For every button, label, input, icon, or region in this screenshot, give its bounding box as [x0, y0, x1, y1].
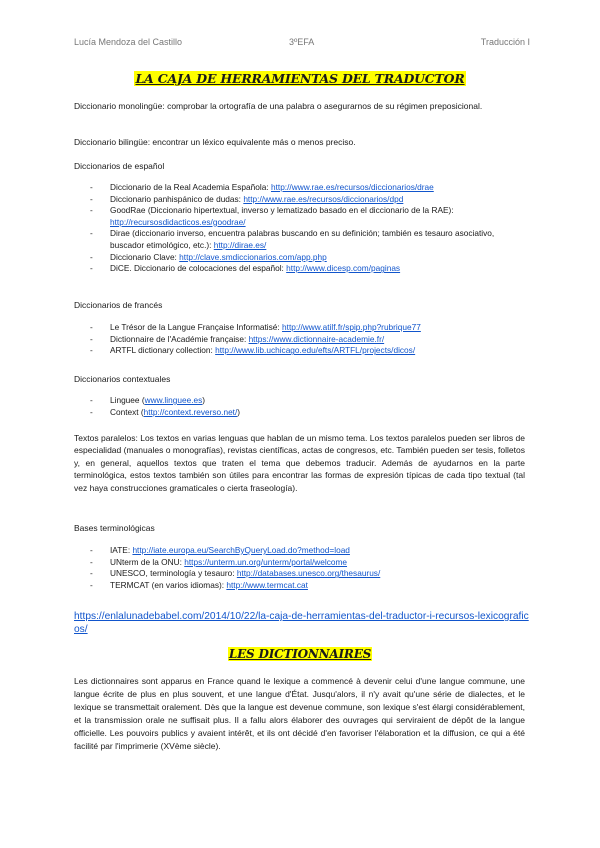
list-item: [74, 182, 529, 194]
list-item: [74, 395, 529, 407]
header-course: 3ºEFA: [289, 37, 315, 47]
list-item: [74, 568, 529, 580]
list-espanol: [74, 182, 529, 275]
list-bases: [74, 545, 529, 591]
header-author: Lucía Mendoza del Castillo: [74, 37, 183, 47]
list-item-suffix: ): [237, 406, 241, 417]
list-item-link[interactable]: http://recursosdidacticos.es/goodrae/: [110, 216, 246, 227]
list-item-text: Linguee (: [110, 395, 145, 405]
source-link[interactable]: https://enlalunadebabel.com/2014/10/22/la-caja-de-herramientas-del-traductor-i-recursos-lexicograficos/: [74, 611, 529, 635]
paragraph-dictionnaires: Les dictionnaires sont apparus en France quand le lexique a commencé à devenir celui d'une langue commune, une langue écrite de plus en plus souvent, et une langue d'État. Jusqu'alors, il n'y avait qu'une série de dialectes, et le lexique se transmettait oralement. Dès que la langue est devenue commune, son lexique s'est élargi considérablement, et la transmission orale ne suffisait plus. Il a fallu alors élaborer des ouvrages qui serviraient de dépôt de la langue officielle. Les pouvoirs publics y avaient intérêt, et ils ont décidé d'en favoriser l'élaboration et la diffusion, ce qui a été facilité par l'imprimerie (XVème siècle).: [74, 676, 525, 751]
list-contextuales: [74, 395, 529, 418]
list-item-link[interactable]: http://www.atilf.fr/spip.php?rubrique77: [282, 322, 421, 332]
list-item-link[interactable]: http://dirae.es/: [213, 239, 267, 250]
list-item-link[interactable]: https://www.dictionnaire-academie.fr/: [248, 333, 385, 344]
list-item-text: DiCE. Diccionario de colocaciones del español:: [110, 263, 287, 274]
list-item-link[interactable]: http://www.rae.es/recursos/diccionarios/drae: [270, 182, 434, 192]
main-title: LA CAJA DE HERRAMIENTAS DEL TRADUCTOR: [135, 71, 465, 86]
list-item-text: Diccionario panhispánico de dudas:: [110, 193, 244, 204]
list-item-link[interactable]: https://unterm.un.org/unterm/portal/welcome: [184, 556, 348, 567]
paragraph-bilingue: Diccionario bilingüe: encontrar un léxico equivalente más o menos preciso.: [74, 137, 356, 147]
list-item-link[interactable]: http://databases.unesco.org/thesaurus/: [236, 568, 381, 579]
header-subject: Traducción I: [480, 37, 530, 47]
list-frances: [74, 322, 529, 357]
list-item-text: UNESCO, terminología y tesauro:: [110, 568, 237, 579]
list-item-text: Diccionario Clave:: [110, 251, 180, 262]
list-item: [74, 345, 529, 357]
list-item-link[interactable]: http://clave.smdiccionarios.com/app.php: [179, 251, 327, 262]
list-item: [74, 194, 529, 206]
list-item: [74, 557, 529, 569]
list-item: [74, 228, 529, 251]
list-item-link[interactable]: http://www.lib.uchicago.edu/efts/ARTFL/projects/dicos/: [215, 345, 416, 356]
list-item-link[interactable]: http://www.termcat.cat: [226, 579, 308, 590]
list-item-text: Diccionario de la Real Academia Española:: [110, 182, 271, 192]
paragraph-textos-paralelos: Textos paralelos: Los textos en varias lenguas que hablan de un mismo tema. Los textos paralelos pueden ser libros de especialidad (manuales o monografías), revistas científicas, actas de congresos, etc. También pueden ser tesis, folletos y, en general, aquellos textos que traten el tema que debemos traducir. Además de ayudarnos en la parte terminológica, estos textos también son útiles para encontrar las formas de expresión típicas de cada tipo textual (tal vez haya construcciones gramaticales o cierta fraseología).: [74, 433, 525, 493]
list-item-text: Dictionnaire de l'Académie française:: [110, 333, 249, 344]
list-item-text: ARTFL dictionary collection:: [110, 345, 216, 356]
section-heading-espanol: Diccionarios de español: [74, 161, 165, 171]
list-item-link[interactable]: www.linguee.es: [144, 395, 203, 405]
list-item-link[interactable]: http://www.dicesp.com/paginas: [286, 263, 401, 274]
list-item: [74, 322, 529, 334]
list-item: [74, 545, 529, 557]
section-heading-contextuales: Diccionarios contextuales: [74, 374, 171, 384]
list-item-text: Le Trésor de la Langue Française Informatisé:: [110, 322, 283, 332]
list-item: [74, 334, 529, 346]
list-item-suffix: ): [202, 395, 206, 405]
list-item-text: IATE:: [110, 545, 133, 555]
list-item-text: Dirae (diccionario inverso, encuentra palabras buscando en su definición; también es tesauro asociativo, buscador etimológico, etc.):: [110, 228, 495, 250]
list-item-text: GoodRae (Diccionario hipertextual, inverso y lematizado basado en el diccionario de la RAE):: [110, 205, 454, 216]
list-item-text: TERMCAT (en varios idiomas):: [110, 579, 227, 590]
list-item: [74, 407, 529, 419]
section-heading-frances: Diccionarios de francés: [74, 300, 163, 310]
section-title-dictionnaires: LES DICTIONNAIRES: [228, 647, 372, 661]
paragraph-monolingue: Diccionario monolingüe: comprobar la ortografía de una palabra o asegurarnos de su régimen preposicional.: [74, 101, 483, 111]
list-item-link[interactable]: http://context.reverso.net/: [143, 406, 238, 417]
list-item: [74, 263, 529, 275]
list-item: [74, 580, 529, 592]
list-item-link[interactable]: http://www.rae.es/recursos/diccionarios/dpd: [243, 193, 404, 204]
list-item-text: UNterm de la ONU:: [110, 556, 185, 567]
list-item-text: Context (: [110, 406, 144, 417]
list-item: [74, 252, 529, 264]
list-item-link[interactable]: http://iate.europa.eu/SearchByQueryLoad.do?method=load: [132, 545, 350, 555]
section-heading-bases: Bases terminológicas: [74, 523, 155, 533]
list-item: [74, 205, 529, 228]
